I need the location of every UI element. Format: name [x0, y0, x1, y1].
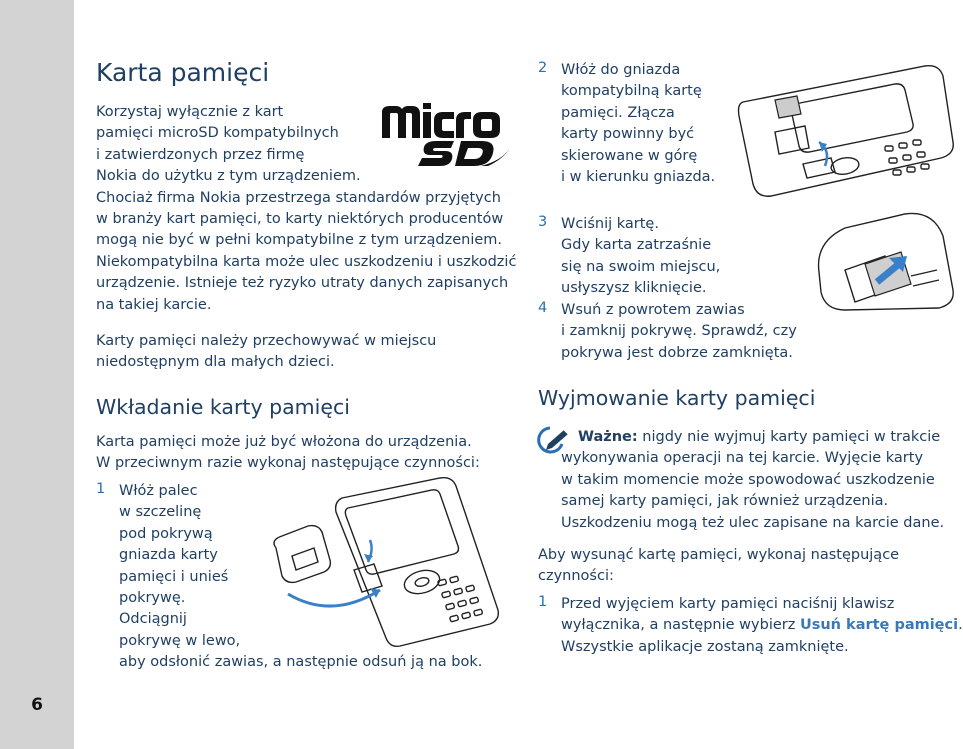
- step-2-number: 2: [538, 60, 548, 76]
- important-note-text: wykonywania operacji na tej karcie. Wyjęcie karty w takim momencie może spowodować uszkodzenie samej karty pamięci, jak również urządzenia. Uszkodzeniu mogą też ulec zapisane na karcie dane.: [561, 450, 945, 531]
- remove-intro-paragraph: Aby wysunąć kartę pamięci, wykonaj następujące czynności:: [538, 547, 900, 585]
- remove-step-1-number: 1: [538, 594, 548, 610]
- remove-card-menu-option: Usuń kartę pamięci: [799, 617, 959, 634]
- insert-intro-paragraph: Karta pamięci może już być włożona do urządzenia. W przeciwnym razie wykonaj następujące czynności:: [96, 434, 480, 472]
- remove-step-1-text: Przed wyjęciem karty pamięci naciśnij klawisz wyłącznika, a następnie wybierz Usuń kartę pamięci. Wszystkie aplikacje zostaną zamknięte.: [561, 596, 963, 655]
- step-3-text: Wciśnij kartę. Gdy karta zatrzaśnie się na swoim miejscu, usłyszysz kliknięcie.: [561, 216, 721, 297]
- step-4-text: Wsuń z powrotem zawias i zamknij pokrywę. Sprawdź, czy pokrywa jest dobrze zamknięta.: [561, 302, 797, 361]
- page-number: 6: [31, 695, 43, 715]
- phone-insert-card-illustration: [735, 62, 955, 202]
- storage-paragraph: Karty pamięci należy przechowywać w miejscu niedostępnym dla małych dzieci.: [96, 333, 437, 371]
- step-1-number: 1: [96, 481, 106, 497]
- step-3-number: 3: [538, 214, 548, 230]
- page-margin-bar: [0, 0, 74, 749]
- important-note-label: Ważne:: [578, 429, 638, 445]
- microsd-logo: [378, 100, 513, 170]
- page-title: Karta pamięci: [96, 58, 270, 87]
- intro-paragraph: Korzystaj wyłącznie z kart pamięci microSD kompatybilnych i zatwierdzonych przez firmę Nokia do użytku z tym urządzeniem. Chociaż firma Nokia przestrzega standardów przyjętych w branży kart pamięci, to karty niektórych producentów mogą nie być w pełni kompatybilne z tym urządzeniem. Niekompatybilna karta może ulec uszkodzeniu i uszkodzić urządzenie. Istnieje też ryzyko utraty danych zapisanych na takiej karcie.: [96, 104, 517, 313]
- card-press-illustration: [815, 212, 955, 312]
- step-4-number: 4: [538, 300, 548, 316]
- insert-card-heading: Wkładanie karty pamięci: [96, 395, 350, 419]
- step-2-text: Włóż do gniazda kompatybilną kartę pamięci. Złącza karty powinny być skierowane w górę i w kierunku gniazda.: [561, 62, 716, 185]
- remove-card-heading: Wyjmowanie karty pamięci: [538, 386, 816, 410]
- phone-open-cover-illustration: [262, 470, 500, 648]
- important-note-first-line: Ważne: nigdy nie wyjmuj karty pamięci w trakcie: [578, 429, 941, 445]
- step-1-text: Włóż palec w szczelinę pod pokrywą gniazda karty pamięci i unieś pokrywę. Odciągnij pokrywę w lewo, aby odsłonić zawias, a następnie odsuń ją na bok.: [119, 483, 483, 671]
